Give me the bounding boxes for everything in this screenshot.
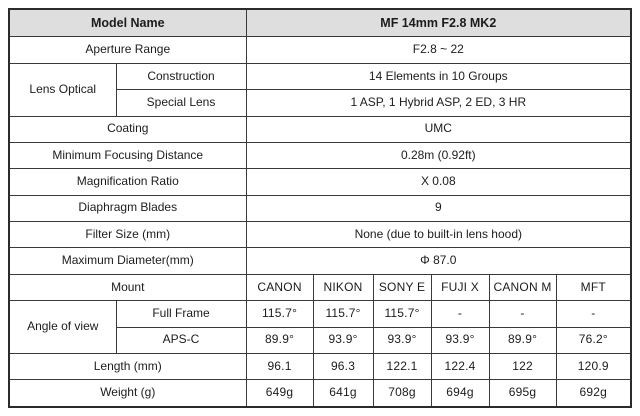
mount-canon: CANON bbox=[246, 274, 313, 300]
full-frame-sony-e: 115.7° bbox=[373, 301, 431, 327]
aps-c-sony-e: 93.9° bbox=[373, 327, 431, 353]
row-model-name bbox=[9, 9, 631, 37]
mount-canon-m: CANON M bbox=[489, 274, 556, 300]
model-name-value: MF 14mm F2.8 MK2 bbox=[246, 9, 631, 37]
magnification-label: Magnification Ratio bbox=[9, 169, 246, 195]
mount-sony-e: SONY E bbox=[373, 274, 431, 300]
weight-fuji-x: 694g bbox=[431, 380, 489, 407]
filter-size-value: None (due to built-in lens hood) bbox=[246, 222, 631, 248]
max-diameter-value: Φ 87.0 bbox=[246, 248, 631, 274]
weight-nikon: 641g bbox=[313, 380, 373, 407]
aperture-range-label: Aperture Range bbox=[9, 37, 246, 63]
weight-canon: 649g bbox=[246, 380, 313, 407]
lens-optical-label: Lens Optical bbox=[9, 63, 116, 116]
diaphragm-value: 9 bbox=[246, 195, 631, 221]
model-name-label: Model Name bbox=[9, 9, 246, 37]
full-frame-mft: - bbox=[556, 301, 631, 327]
length-label: Length (mm) bbox=[9, 353, 246, 379]
row-weight bbox=[9, 380, 631, 407]
magnification-value: X 0.08 bbox=[246, 169, 631, 195]
special-lens-label: Special Lens bbox=[116, 90, 246, 116]
aps-c-canon: 89.9° bbox=[246, 327, 313, 353]
coating-label: Coating bbox=[9, 116, 246, 142]
full-frame-label: Full Frame bbox=[116, 301, 246, 327]
min-focus-value: 0.28m (0.92ft) bbox=[246, 142, 631, 168]
aps-c-fuji-x: 93.9° bbox=[431, 327, 489, 353]
row-max-diameter bbox=[9, 248, 631, 274]
mount-label: Mount bbox=[9, 274, 246, 300]
full-frame-fuji-x: - bbox=[431, 301, 489, 327]
length-mft: 120.9 bbox=[556, 353, 631, 379]
row-aperture-range bbox=[9, 37, 631, 63]
length-fuji-x: 122.4 bbox=[431, 353, 489, 379]
full-frame-canon: 115.7° bbox=[246, 301, 313, 327]
construction-label: Construction bbox=[116, 63, 246, 89]
angle-of-view-label: Angle of view bbox=[9, 301, 116, 354]
max-diameter-label: Maximum Diameter(mm) bbox=[9, 248, 246, 274]
mount-mft: MFT bbox=[556, 274, 631, 300]
full-frame-nikon: 115.7° bbox=[313, 301, 373, 327]
full-frame-canon-m: - bbox=[489, 301, 556, 327]
row-length bbox=[9, 353, 631, 379]
aps-c-nikon: 93.9° bbox=[313, 327, 373, 353]
aps-c-label: APS-C bbox=[116, 327, 246, 353]
length-nikon: 96.3 bbox=[313, 353, 373, 379]
row-full-frame bbox=[9, 301, 631, 327]
diaphragm-label: Diaphragm Blades bbox=[9, 195, 246, 221]
mount-nikon: NIKON bbox=[313, 274, 373, 300]
aps-c-canon-m: 89.9° bbox=[489, 327, 556, 353]
row-mount bbox=[9, 274, 631, 300]
row-construction bbox=[9, 63, 631, 89]
lens-spec-table bbox=[8, 8, 632, 408]
row-coating bbox=[9, 116, 631, 142]
mount-fuji-x: FUJI X bbox=[431, 274, 489, 300]
aperture-range-value: F2.8 ~ 22 bbox=[246, 37, 631, 63]
weight-canon-m: 695g bbox=[489, 380, 556, 407]
row-filter-size bbox=[9, 222, 631, 248]
filter-size-label: Filter Size (mm) bbox=[9, 222, 246, 248]
weight-mft: 692g bbox=[556, 380, 631, 407]
construction-value: 14 Elements in 10 Groups bbox=[246, 63, 631, 89]
weight-label: Weight (g) bbox=[9, 380, 246, 407]
row-magnification bbox=[9, 169, 631, 195]
weight-sony-e: 708g bbox=[373, 380, 431, 407]
length-canon-m: 122 bbox=[489, 353, 556, 379]
aps-c-mft: 76.2° bbox=[556, 327, 631, 353]
length-canon: 96.1 bbox=[246, 353, 313, 379]
special-lens-value: 1 ASP, 1 Hybrid ASP, 2 ED, 3 HR bbox=[246, 90, 631, 116]
row-diaphragm bbox=[9, 195, 631, 221]
min-focus-label: Minimum Focusing Distance bbox=[9, 142, 246, 168]
length-sony-e: 122.1 bbox=[373, 353, 431, 379]
row-min-focus bbox=[9, 142, 631, 168]
coating-value: UMC bbox=[246, 116, 631, 142]
